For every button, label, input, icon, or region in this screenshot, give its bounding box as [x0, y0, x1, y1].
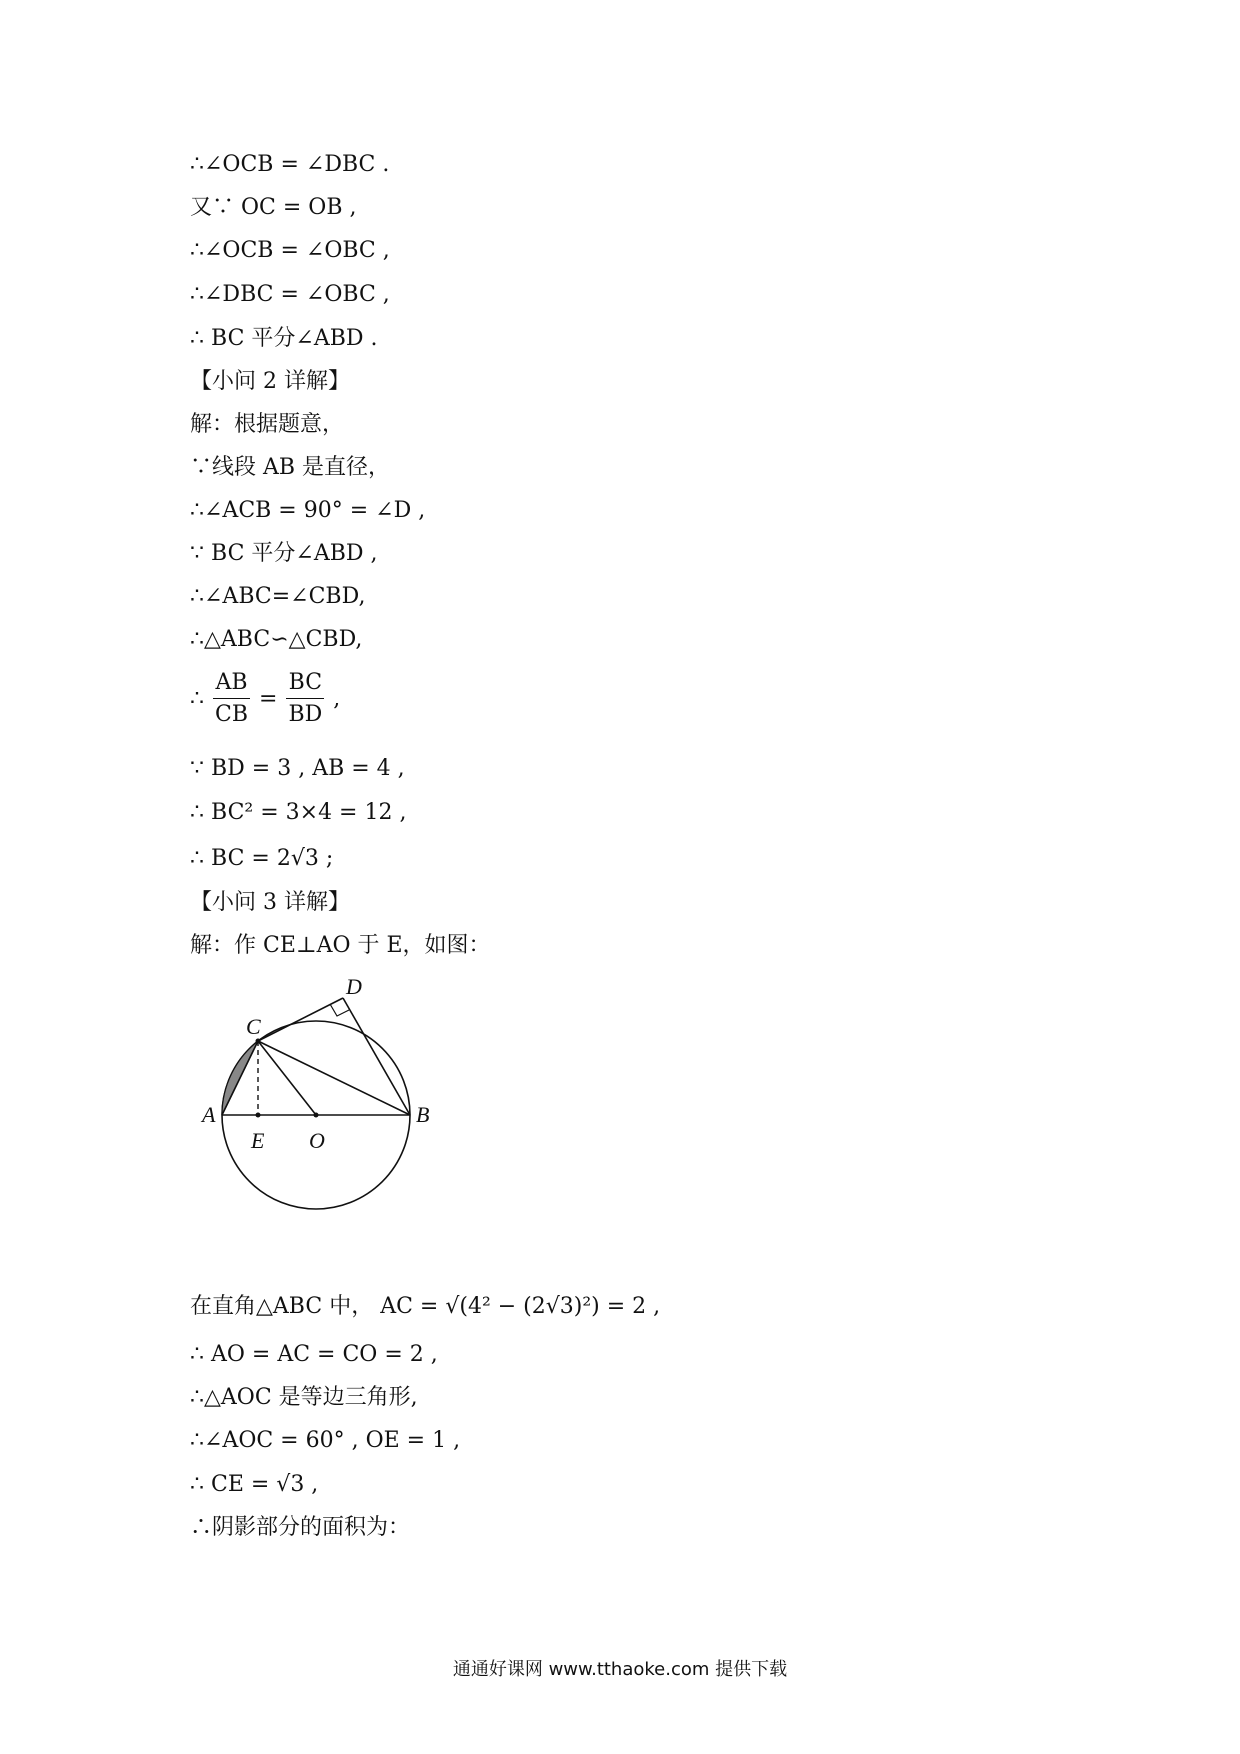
- label-a: A: [202, 1102, 216, 1127]
- solution-line-14: ∴△AOC 是等边三角形,: [190, 1385, 418, 1410]
- proof-line-5: ∴ BC 平分∠ABD .: [190, 326, 378, 351]
- proof-line-1: ∴∠OCB = ∠DBC .: [190, 152, 390, 177]
- geometry-diagram: [188, 970, 448, 1230]
- solution-line-9: ∴ BC² = 3×4 = 12 ,: [190, 800, 407, 825]
- proof-line-4: ∴∠DBC = ∠OBC ,: [190, 282, 390, 307]
- label-d: D: [346, 974, 362, 999]
- solution-line-1: 解：根据题意，: [190, 412, 345, 437]
- solution-line-8: ∵ BD = 3 , AB = 4 ,: [190, 756, 405, 781]
- solution-line-5: ∴∠ABC=∠CBD,: [190, 584, 366, 609]
- solution-line-12: 在直角△ABC 中， AC = √(4² − (2√3)²) = 2 ,: [190, 1294, 661, 1319]
- fraction-left: [213, 668, 250, 731]
- label-c: C: [246, 1014, 261, 1039]
- solution-line-10: ∴ BC = 2√3 ;: [190, 846, 334, 871]
- solution-line-15: ∴∠AOC = 60° , OE = 1 ,: [190, 1428, 461, 1453]
- section-heading-3: 【小问 3 详解】: [190, 890, 350, 915]
- solution-line-11: 解：作 CE⊥AO 于 E，如图：: [190, 933, 491, 958]
- fraction-right-denominator: BD: [288, 702, 323, 727]
- fraction-left-numerator: AB: [213, 668, 250, 699]
- solution-line-13: ∴ AO = AC = CO = 2 ,: [190, 1342, 438, 1367]
- segment-cb: [258, 1041, 410, 1115]
- point-c: [256, 1039, 261, 1044]
- proof-line-2: 又∵ OC = OB ,: [190, 195, 357, 220]
- solution-line-6: ∴△ABC∽△CBD,: [190, 627, 363, 652]
- label-o: O: [309, 1128, 325, 1153]
- footer-watermark: 通通好课网 www.tthaoke.com 提供下载: [452, 1659, 788, 1680]
- point-o: [314, 1113, 319, 1118]
- segment-ac: [222, 1041, 258, 1115]
- segment-co: [258, 1041, 316, 1115]
- solution-line-16: ∴ CE = √3 ,: [190, 1472, 319, 1497]
- segment-db: [343, 998, 410, 1115]
- label-b: B: [416, 1102, 430, 1127]
- therefore-symbol: ∴: [190, 686, 204, 712]
- label-e: E: [251, 1128, 265, 1153]
- fraction-left-denominator: CB: [215, 702, 248, 727]
- solution-line-4: ∵ BC 平分∠ABD ,: [190, 541, 378, 566]
- right-angle-mark: [330, 1004, 349, 1016]
- fraction-right-numerator: BC: [286, 668, 324, 699]
- proof-line-3: ∴∠OCB = ∠OBC ,: [190, 238, 390, 263]
- solution-line-17: ∴阴影部分的面积为：: [190, 1515, 411, 1540]
- point-e: [256, 1113, 261, 1118]
- section-heading-2: 【小问 2 详解】: [190, 369, 350, 394]
- equals-sign: =: [259, 686, 278, 712]
- ratio-line: [190, 668, 340, 731]
- fraction-tail: ,: [333, 686, 341, 712]
- fraction-right: [286, 668, 324, 731]
- solution-line-3: ∴∠ACB = 90° = ∠D ,: [190, 498, 426, 523]
- solution-line-2: ∵线段 AB 是直径，: [190, 455, 391, 480]
